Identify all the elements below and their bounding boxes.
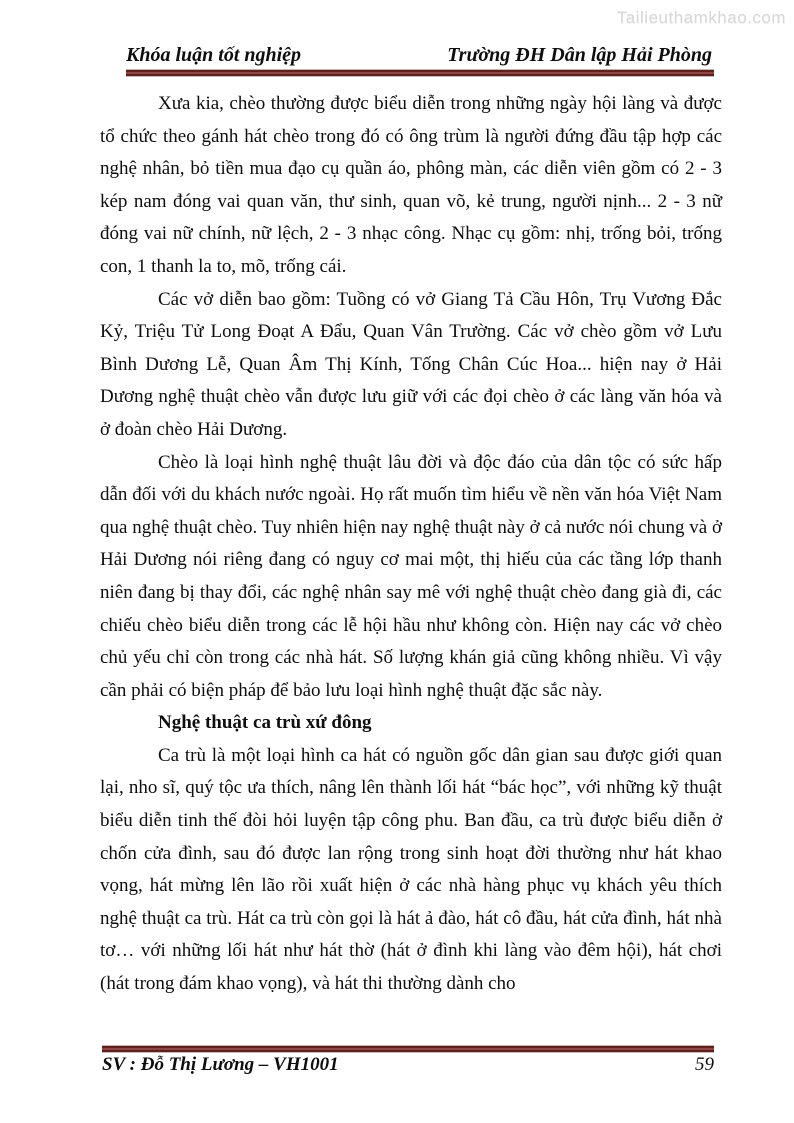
paragraph: Xưa kia, chèo thường được biểu diễn trong những ngày hội làng và được tổ chức theo gánh hát chèo trong đó có ông trùm là người đứng đầu tập hợp các nghệ nhân, bỏ tiền mua đạo cụ quần áo, phông màn, các diễn viên gồm có 2 - 3 kép nam đóng vai quan văn, thư sinh, quan võ, kẻ trung, người nịnh... 2 - 3 nữ đóng vai nữ chính, nữ lệch, 2 - 3 nhạc công. Nhạc cụ gồm: nhị, trống bỏi, trống con, 1 thanh la to, mõ, trống cái. [100,93,722,277]
footer-rule [102,1045,714,1053]
paragraph: Các vở diễn bao gồm: Tuồng có vở Giang Tả Cầu Hôn, Trụ Vương Đắc Kỷ, Triệu Tử Long Đoạt A Đẩu, Quan Vân Trường. Các vở chèo gồm vở Lưu Bình Dương Lễ, Quan Âm Thị Kính, Tống Chân Cúc Hoa... hiện nay ở Hải Dương nghệ thuật chèo vẫn được lưu giữ với các đọi chèo ở các làng văn hóa và ở đoàn chèo Hải Dương. [100,288,722,440]
header-document-title: Khóa luận tốt nghiệp [126,44,302,66]
header-rule [126,69,714,77]
paragraph: Ca trù là một loại hình ca hát có nguồn gốc dân gian sau được giới quan lại, nho sĩ, quý tộc ưa thích, nâng lên thành lối hát “bác học”, với những kỹ thuật biểu diễn tinh thế đòi hỏi luyện tập công phu. Ban đầu, ca trù được biểu diễn ở chốn cửa đình, sau đó được lan rộng trong sinh hoạt đời thường như hát khao vọng, hát mừng lên lão rồi xuất hiện ở các nhà hàng phục vụ khách yêu thích nghệ thuật ca trù. Hát ca trù còn gọi là hát ả đào, hát cô đầu, hát cửa đình, hát nhà tơ… với những lối hát như hát thờ (hát ở đình khi làng vào đêm hội), hát chơi (hát trong đám khao vọng), và hát thi thường dành cho [100,744,722,995]
page-header [126,44,712,67]
page-number: 59 [695,1054,714,1075]
document-body [100,88,722,1001]
footer-author: SV : Đỗ Thị Lương – VH1001 [102,1054,339,1075]
section-heading: Nghệ thuật ca trù xứ đông [158,712,372,734]
paragraph: Chèo là loại hình nghệ thuật lâu đời và độc đáo của dân tộc có sức hấp dẫn đối với du khách nước ngoài. Họ rất muốn tìm hiểu về nền văn hóa Việt Nam qua nghệ thuật chèo. Tuy nhiên hiện nay nghệ thuật này ở cả nước nói chung và ở Hải Dương nói riêng đang có nguy cơ mai một, thị hiếu của các tầng lớp thanh niên đang bị thay đổi, các nghệ nhân say mê với nghệ thuật chèo đang già đi, các chiếu chèo biểu diễn trong các lễ hội hầu như không còn. Hiện nay các vở chèo chủ yếu chỉ còn trong các nhà hát. Số lượng khán giả cũng không nhiều. Vì vậy cần phải có biện pháp để bảo lưu loại hình nghệ thuật đặc sắc này. [100,451,722,701]
watermark: Tailieuthamkhao.com [616,8,786,27]
page-footer [102,1054,714,1076]
header-institution: Trường ĐH Dân lập Hải Phòng [447,44,712,66]
